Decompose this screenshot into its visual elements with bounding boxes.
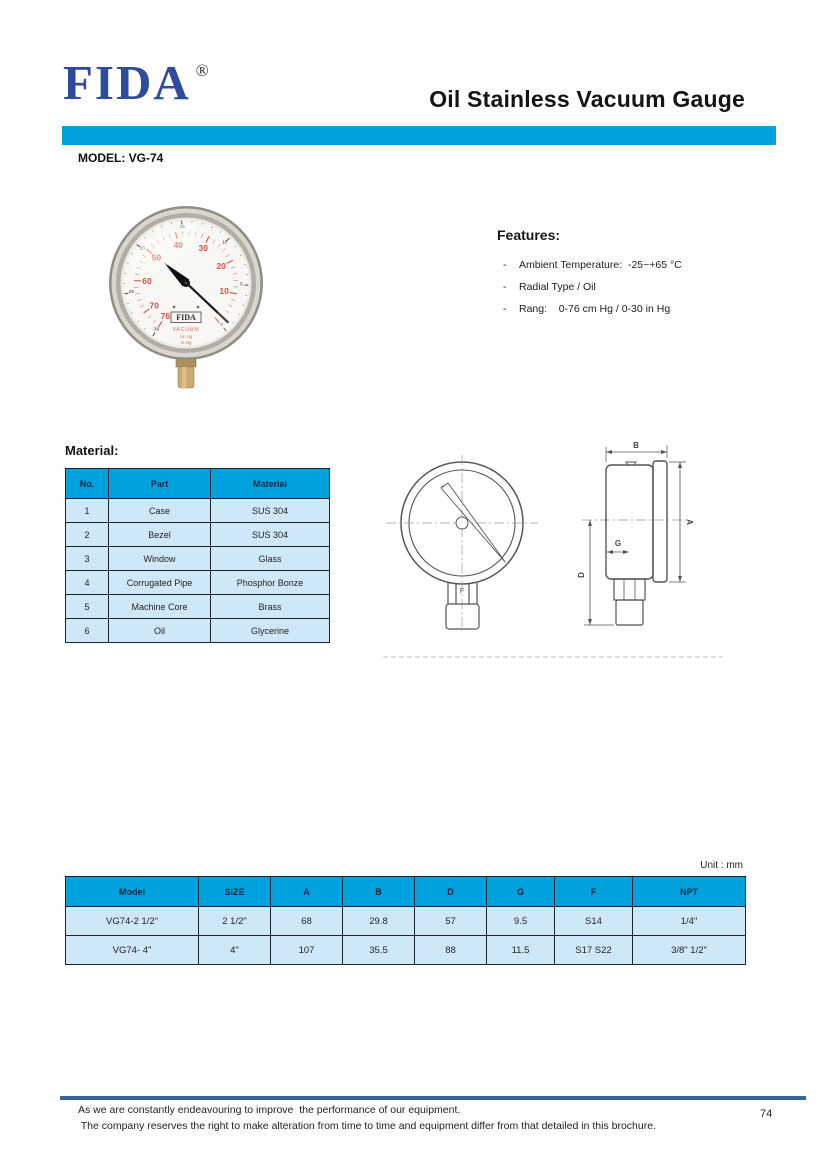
dim-f-label: F bbox=[459, 588, 465, 595]
table-cell: 107 bbox=[271, 936, 343, 965]
table-row bbox=[66, 571, 330, 595]
features-section bbox=[497, 227, 787, 325]
column-header: B bbox=[343, 877, 415, 907]
table-cell: 29.8 bbox=[343, 907, 415, 936]
table-cell: 6 bbox=[66, 619, 109, 643]
column-header: Part bbox=[109, 469, 211, 499]
column-header: NPT bbox=[633, 877, 746, 907]
registered-mark: ® bbox=[195, 60, 209, 80]
table-cell: 2 1/2" bbox=[199, 907, 271, 936]
gauge-unit1-label: cm Hg bbox=[179, 334, 193, 339]
table-cell: 11.5 bbox=[487, 936, 555, 965]
table-row bbox=[66, 595, 330, 619]
table-cell: Phosphor Bonze bbox=[211, 571, 330, 595]
dial-number: 15 bbox=[179, 225, 185, 231]
material-heading: Material: bbox=[65, 443, 119, 458]
side-view bbox=[577, 441, 694, 625]
features-list bbox=[497, 259, 787, 315]
material-table bbox=[65, 468, 330, 643]
dial-number: 70 bbox=[149, 300, 159, 311]
dial-number: 5 bbox=[240, 282, 243, 288]
table-cell: 4 bbox=[66, 571, 109, 595]
table-row bbox=[66, 523, 330, 547]
dial-number: 20 bbox=[139, 246, 145, 252]
technical-drawing bbox=[378, 435, 728, 661]
footer-line2: The company reserves the right to make alteration from time to time and equipment differ from that detailed in this brochure. bbox=[78, 1120, 656, 1132]
page-number: 74 bbox=[760, 1108, 773, 1120]
table-row bbox=[66, 619, 330, 643]
table-cell: 1/4" bbox=[633, 907, 746, 936]
feature-bullet: - bbox=[503, 259, 507, 271]
dial-number: 20 bbox=[216, 261, 226, 272]
gauge-brand-text: FIDA bbox=[176, 313, 196, 322]
dial-number: 30 bbox=[153, 327, 160, 333]
column-header: Model bbox=[66, 877, 199, 907]
dim-b-label: B bbox=[633, 441, 639, 450]
dim-a-label: A bbox=[685, 519, 694, 525]
gauge-photo-svg bbox=[96, 205, 276, 405]
table-cell: S14 bbox=[555, 907, 633, 936]
technical-drawing-svg bbox=[378, 435, 728, 661]
footer-line1: As we are constantly endeavouring to improve the performance of our equipment. bbox=[78, 1104, 461, 1116]
table-cell: Corrugated Pipe bbox=[109, 571, 211, 595]
material-section bbox=[65, 443, 330, 643]
table-cell: 1 bbox=[66, 499, 109, 523]
table-cell: Machine Core bbox=[109, 595, 211, 619]
model-label: MODEL: VG-74 bbox=[78, 151, 164, 165]
table-cell: 57 bbox=[415, 907, 487, 936]
table-cell: VG74-2 1/2" bbox=[66, 907, 199, 936]
dial-number: 76 bbox=[160, 311, 171, 322]
dial-number: 25 bbox=[128, 290, 135, 296]
feature-bullet: - bbox=[503, 303, 507, 315]
spec-section bbox=[65, 860, 745, 965]
table-row bbox=[66, 936, 746, 965]
table-cell: 88 bbox=[415, 936, 487, 965]
table-cell: Glycerine bbox=[211, 619, 330, 643]
front-view bbox=[386, 455, 538, 631]
column-header: G bbox=[487, 877, 555, 907]
table-row bbox=[66, 499, 330, 523]
dial-number: 30 bbox=[198, 243, 209, 254]
table-cell: SUS 304 bbox=[211, 523, 330, 547]
dim-d-label: D bbox=[577, 572, 586, 578]
table-cell: Case bbox=[109, 499, 211, 523]
column-header: SIZE bbox=[199, 877, 271, 907]
table-cell: 2 bbox=[66, 523, 109, 547]
table-cell: Oil bbox=[109, 619, 211, 643]
table-cell: Glass bbox=[211, 547, 330, 571]
fida-logo bbox=[63, 55, 209, 110]
feature-bullet: - bbox=[503, 281, 507, 293]
column-header: No. bbox=[66, 469, 109, 499]
header-row bbox=[66, 877, 746, 907]
header-row bbox=[66, 469, 330, 499]
table-cell: SUS 304 bbox=[211, 499, 330, 523]
spec-table bbox=[65, 876, 746, 965]
column-header: F bbox=[555, 877, 633, 907]
table-cell: 5 bbox=[66, 595, 109, 619]
table-cell: VG74- 4" bbox=[66, 936, 199, 965]
table-cell: 4" bbox=[199, 936, 271, 965]
table-cell: 9.5 bbox=[487, 907, 555, 936]
feature-text: Rang: 0-76 cm Hg / 0-30 in Hg bbox=[519, 303, 671, 315]
table-cell: 3/8" 1/2" bbox=[633, 936, 746, 965]
unit-label: Unit : mm bbox=[700, 860, 743, 871]
gauge-unit2-label: in Hg bbox=[180, 340, 192, 345]
feature-item bbox=[503, 259, 787, 271]
gauge-type-label: VACUUM bbox=[172, 327, 200, 333]
table-cell: 3 bbox=[66, 547, 109, 571]
table-row bbox=[66, 547, 330, 571]
feature-item bbox=[503, 281, 787, 293]
dial-number: 40 bbox=[173, 239, 183, 250]
product-photo bbox=[96, 205, 276, 405]
table-cell: 68 bbox=[271, 907, 343, 936]
dial-number: 10 bbox=[219, 286, 229, 297]
feature-item bbox=[503, 303, 787, 315]
features-heading: Features: bbox=[497, 227, 561, 243]
table-cell: S17 S22 bbox=[555, 936, 633, 965]
table-cell: Bezel bbox=[109, 523, 211, 547]
logo-text: FIDA bbox=[63, 55, 191, 110]
table-cell: Window bbox=[109, 547, 211, 571]
dial-number: 10 bbox=[221, 240, 228, 246]
table-row bbox=[66, 907, 746, 936]
table-cell: 35.5 bbox=[343, 936, 415, 965]
page-title: Oil Stainless Vacuum Gauge bbox=[429, 86, 745, 112]
dial-number: 60 bbox=[142, 276, 152, 287]
header-accent-bar bbox=[62, 126, 776, 145]
feature-text: Ambient Temperature: -25~+65 °C bbox=[519, 259, 682, 271]
dial-number: 0 bbox=[220, 323, 224, 329]
column-header: D bbox=[415, 877, 487, 907]
table-cell: Brass bbox=[211, 595, 330, 619]
footer-text bbox=[78, 1102, 656, 1134]
dial-number: 50 bbox=[151, 252, 162, 263]
column-header: Material bbox=[211, 469, 330, 499]
column-header: A bbox=[271, 877, 343, 907]
feature-text: Radial Type / Oil bbox=[519, 281, 596, 293]
dim-g-label: G bbox=[614, 539, 622, 548]
footer-divider bbox=[60, 1096, 806, 1100]
